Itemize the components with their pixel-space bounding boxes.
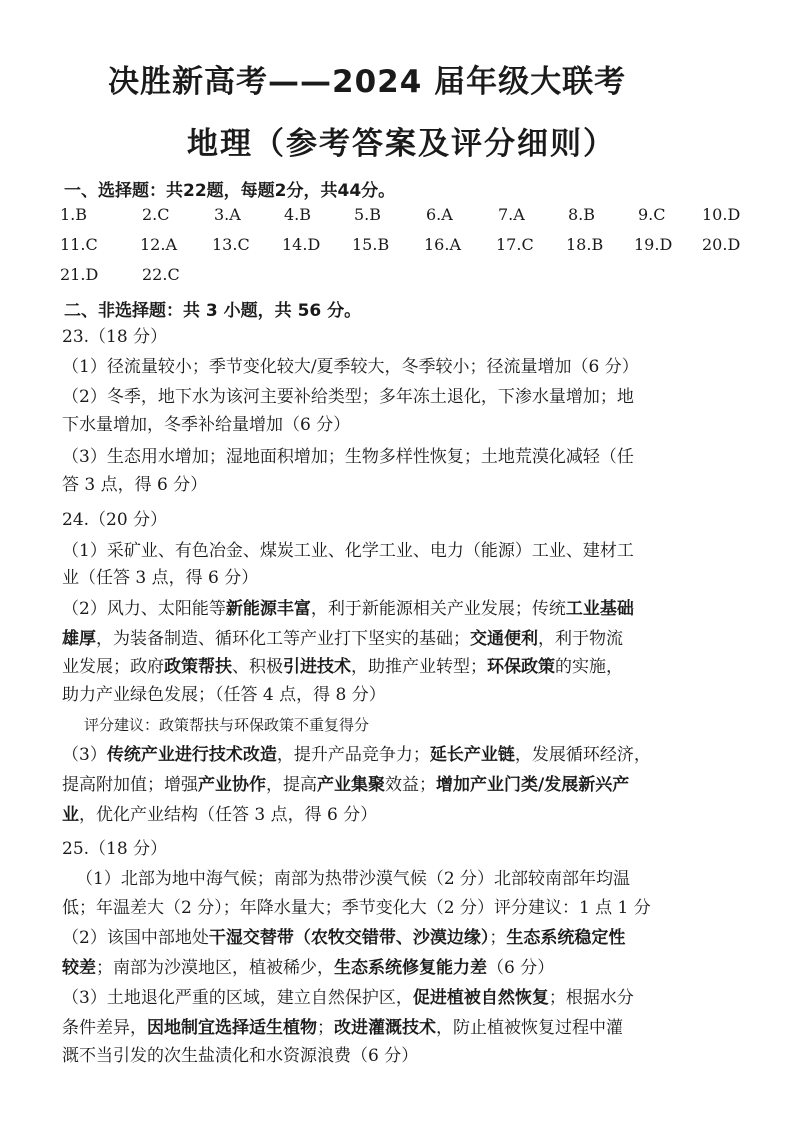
key-point: 增加产业门类/发展新兴产 xyxy=(436,775,630,795)
answers-row-1 xyxy=(60,205,760,231)
key-point: 产业协作 xyxy=(198,775,266,795)
text-span: ，提高 xyxy=(266,775,317,795)
q23-heading: 23.（18 分） xyxy=(62,327,168,347)
q25-answer-1a: （1）北部为地中海气候；南部为热带沙漠气候（2 分）北部较南部年均温 xyxy=(76,869,631,889)
text-span: ；根据水分 xyxy=(548,988,634,1008)
answer-item: 6.A xyxy=(426,205,453,224)
q24-scoring-note: 评分建议：政策帮扶与环保政策不重复得分 xyxy=(84,716,370,734)
text-span: ，为装备制造、循环化工等产业打下坚实的基础； xyxy=(96,629,470,649)
text-span: ，利于物流 xyxy=(538,629,623,649)
q23-answer-2b: 下水量增加，冬季补给量增加（6 分） xyxy=(62,415,351,435)
key-point: 新能源丰富 xyxy=(225,599,311,619)
text-span: ； xyxy=(489,928,507,948)
text-span: 提高附加值；增强 xyxy=(62,775,198,795)
text-span: （6 分） xyxy=(487,958,555,978)
text-span: 业发展；政府 xyxy=(62,657,164,677)
answer-item: 12.A xyxy=(140,235,177,254)
text-span: ，发展循环经济， xyxy=(514,745,651,765)
key-point: 政策帮扶 xyxy=(164,657,232,677)
text-span: 效益； xyxy=(385,775,436,795)
q24-heading: 24.（20 分） xyxy=(62,510,168,530)
q25-answer-2b xyxy=(62,953,752,983)
answer-item: 3.A xyxy=(214,205,241,224)
answer-item: 9.C xyxy=(638,205,666,224)
q25-answer-3a xyxy=(62,983,752,1013)
key-point: 促进植被自然恢复 xyxy=(412,988,549,1008)
text-span: ，利于新能源相关产业发展；传统 xyxy=(310,599,566,619)
text-span: ； xyxy=(317,1018,334,1038)
answer-item: 10.D xyxy=(702,205,741,224)
q24-answer-1b: 业（任答 3 点，得 6 分） xyxy=(62,568,259,588)
text-span: （3）土地退化严重的区域，建立自然保护区， xyxy=(62,988,413,1008)
section-nonchoice-heading: 二、非选择题：共 3 小题，共 56 分。 xyxy=(64,301,362,321)
q23-answer-3b: 答 3 点，得 6 分） xyxy=(62,475,208,495)
section-choice-heading: 一、选择题：共22题，每题2分，共44分。 xyxy=(64,181,396,201)
answers-row-3 xyxy=(60,265,760,291)
q24-answer-2c xyxy=(62,652,752,682)
q24-answer-3a xyxy=(62,740,752,770)
answer-item: 19.D xyxy=(634,235,673,254)
answer-item: 14.D xyxy=(282,235,321,254)
q24-answer-1a: （1）采矿业、有色冶金、煤炭工业、化学工业、电力（能源）工业、建材工 xyxy=(62,541,634,561)
text-span: （2）该国中部地处 xyxy=(62,928,209,948)
text-span: ，助推产业转型； xyxy=(351,657,487,677)
answer-item: 15.B xyxy=(352,235,390,254)
key-point: 较差 xyxy=(62,958,96,978)
text-span: ，优化产业结构（任答 3 点，得 6 分） xyxy=(79,805,378,825)
answer-item: 18.B xyxy=(566,235,604,254)
key-point: 延长产业链 xyxy=(429,745,515,765)
q23-answer-3a: （3）生态用水增加；湿地面积增加；生物多样性恢复；土地荒漠化减轻（任 xyxy=(62,447,634,467)
q24-answer-2d: 助力产业绿色发展；（任答 4 点，得 8 分） xyxy=(62,685,386,705)
key-point: 生态系统稳定性 xyxy=(506,928,626,948)
q25-answer-3b xyxy=(62,1013,752,1043)
text-span: ，防止植被恢复过程中灌 xyxy=(436,1018,623,1038)
key-point: 产业集聚 xyxy=(317,775,385,795)
text-span: （3） xyxy=(62,745,107,765)
q23-answer-1: （1）径流量较小；季节变化较大/夏季较大，冬季较小；径流量增加（6 分） xyxy=(62,357,639,377)
answer-item: 22.C xyxy=(142,265,180,284)
answer-item: 2.C xyxy=(142,205,170,224)
answer-item: 11.C xyxy=(60,235,98,254)
answer-item: 21.D xyxy=(60,265,99,284)
answer-item: 7.A xyxy=(498,205,525,224)
text-span: ，提升产品竞争力； xyxy=(276,745,430,765)
key-point: 生态系统修复能力差 xyxy=(334,958,487,978)
exam-title: 决胜新高考——2024 届年级大联考 xyxy=(108,64,627,100)
q24-answer-3b xyxy=(62,770,752,800)
q25-answer-3c: 溉不当引发的次生盐渍化和水资源浪费（6 分） xyxy=(62,1046,419,1066)
key-point: 环保政策 xyxy=(487,657,555,677)
answer-item: 4.B xyxy=(284,205,312,224)
text-span: 条件差异， xyxy=(62,1018,147,1038)
answer-item: 8.B xyxy=(568,205,596,224)
key-point: 业 xyxy=(62,805,79,825)
q24-answer-3c xyxy=(62,800,752,830)
key-point: 引进技术 xyxy=(283,657,351,677)
key-point: 雄厚 xyxy=(62,629,96,649)
exam-subtitle: 地理（参考答案及评分细则） xyxy=(187,126,616,162)
q23-answer-2a: （2）冬季，地下水为该河主要补给类型；多年冻土退化，下渗水量增加；地 xyxy=(62,387,634,407)
q25-heading: 25.（18 分） xyxy=(62,839,168,859)
answer-item: 13.C xyxy=(212,235,250,254)
text-span: 、积极 xyxy=(232,657,283,677)
text-span: 的实施， xyxy=(555,657,623,677)
q24-answer-2b xyxy=(62,624,752,654)
text-span: ；南部为沙漠地区，植被稀少， xyxy=(96,958,334,978)
q25-answer-2a xyxy=(62,923,752,953)
key-point: 因地制宜选择适生植物 xyxy=(147,1018,317,1038)
key-point: 传统产业进行技术改造 xyxy=(106,745,277,765)
answer-item: 20.D xyxy=(702,235,741,254)
answer-item: 5.B xyxy=(354,205,382,224)
q24-answer-2a xyxy=(62,594,752,624)
answers-row-2 xyxy=(60,235,760,261)
key-point: 干湿交替带（农牧交错带、沙漠边缘） xyxy=(208,928,490,948)
answer-item: 17.C xyxy=(496,235,534,254)
key-point: 改进灌溉技术 xyxy=(334,1018,436,1038)
key-point: 交通便利 xyxy=(470,629,538,649)
answer-item: 1.B xyxy=(60,205,88,224)
answer-item: 16.A xyxy=(424,235,461,254)
text-span: （2）风力、太阳能等 xyxy=(62,599,226,619)
key-point: 工业基础 xyxy=(565,599,634,619)
q25-answer-1b: 低；年温差大（2 分）；年降水量大；季节变化大（2 分）评分建议：1 点 1 分 xyxy=(62,898,651,918)
